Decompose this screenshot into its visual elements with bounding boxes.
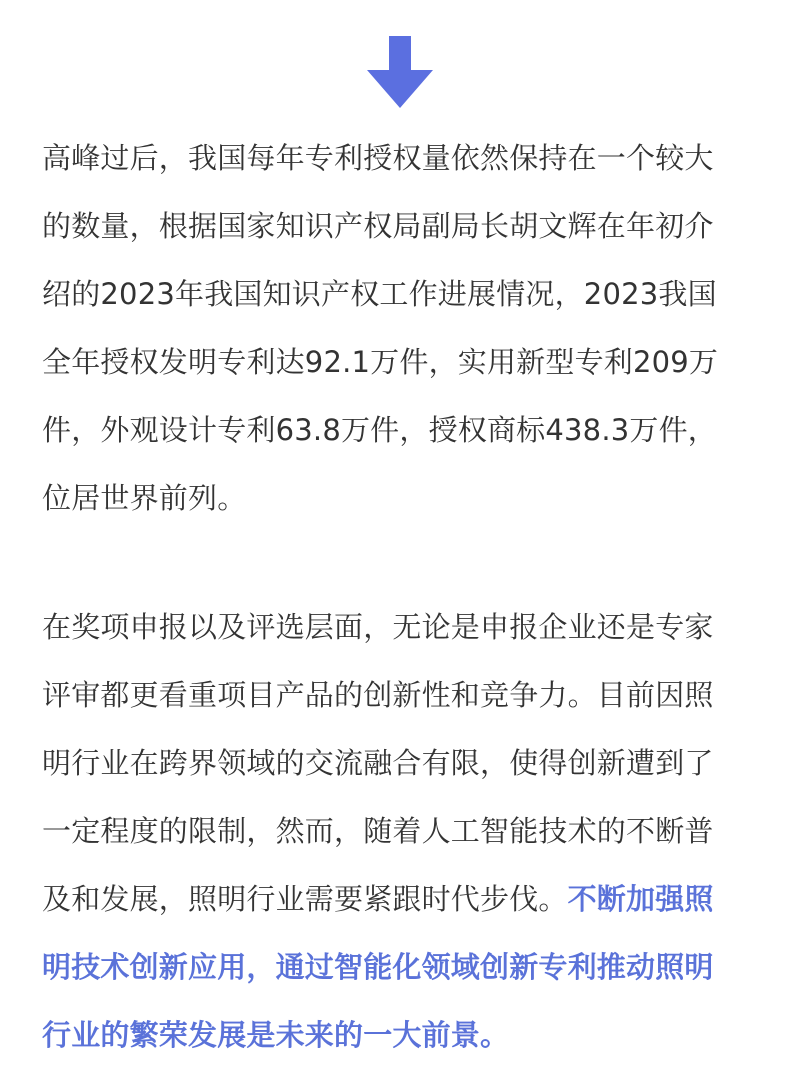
text-line: 评审都更看重项目产品的创新性和竞争力。目前因照 — [42, 678, 714, 712]
text-line: 全年授权发明专利达92.1万件，实用新型专利209万 — [42, 345, 719, 379]
text-plain: 及和发展，照明行业需要紧跟时代步伐。 — [42, 882, 568, 916]
paragraph-innovation — [42, 593, 758, 1069]
arrow-container — [0, 36, 800, 108]
text-line: 件，外观设计专利63.8万件，授权商标438.3万件， — [42, 413, 717, 447]
text-line-mixed — [42, 865, 758, 933]
down-arrow-icon — [367, 36, 433, 108]
paragraph-patent-stats — [42, 124, 758, 532]
highlight-line: 行业的繁荣发展是未来的一大前景。 — [42, 1018, 510, 1052]
text-line: 绍的2023年我国知识产权工作进展情况，2023我国 — [42, 277, 717, 311]
text-line: 的数量，根据国家知识产权局副局长胡文辉在年初介 — [42, 209, 714, 243]
highlight-line: 明技术创新应用，通过智能化领域创新专利推动照明 — [42, 950, 714, 984]
text-line: 一定程度的限制，然而，随着人工智能技术的不断普 — [42, 814, 714, 848]
text-line: 明行业在跨界领域的交流融合有限，使得创新遭到了 — [42, 746, 714, 780]
text-line: 高峰过后，我国每年专利授权量依然保持在一个较大 — [42, 141, 714, 175]
text-line: 位居世界前列。 — [42, 481, 247, 515]
highlight-text: 不断加强照 — [567, 882, 714, 916]
text-line: 在奖项申报以及评选层面，无论是申报企业还是专家 — [42, 610, 714, 644]
